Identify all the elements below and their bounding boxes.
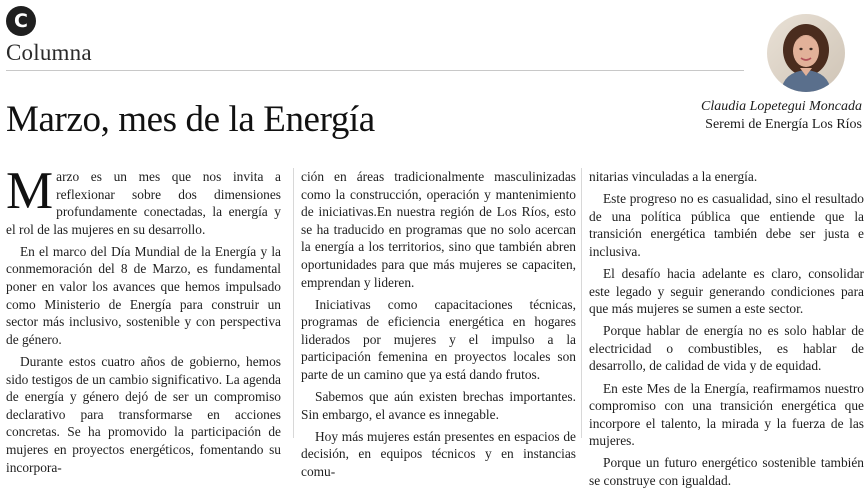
column-divider	[293, 168, 294, 438]
header-divider	[6, 70, 744, 71]
paragraph: Porque hablar de energía no es solo hablar de electricidad o combustibles, es hablar de desarrollo, de calidad de vida y de equidad.	[589, 323, 864, 374]
author-name: Claudia Lopetegui Moncada	[701, 99, 862, 114]
author-role: Seremi de Energía Los Ríos	[705, 117, 862, 132]
paragraph: ción en áreas tradicionalmente masculinizadas como la construcción, operación y mantenimiento de iniciativas.En nuestra región de Los Ríos, esto se ha traducido en programas que no solo acercan la energía a los territorios, sino que también abren oportunidades para que más mujeres se capaciten, emprendan y lideren.	[301, 169, 576, 290]
section-badge: C	[6, 6, 36, 36]
drop-cap: M	[6, 162, 54, 220]
author-portrait-icon	[767, 14, 845, 92]
column-divider	[581, 168, 582, 438]
article-column-1	[6, 162, 281, 481]
paragraph: nitarias vinculadas a la energía.	[589, 169, 758, 184]
article-column-2	[301, 168, 576, 485]
paragraph: En este Mes de la Energía, reafirmamos nuestro compromiso con una transición energética que incorpore el talento, la mirada y la fuerza de las mujeres.	[589, 380, 864, 449]
paragraph-text: arzo es un mes que nos invita a reflexionar sobre dos dimensiones profundamente conectadas, la energía y el rol de las mujeres en su desarrollo.	[6, 169, 281, 237]
paragraph	[6, 162, 281, 238]
article-column-3	[589, 168, 864, 494]
article-headline: Marzo, mes de la Energía	[6, 99, 375, 140]
paragraph: El desafío hacia adelante es claro, consolidar este legado y seguir generando condiciones para que más mujeres se sumen a este sector.	[589, 265, 864, 317]
paragraph: Este progreso no es casualidad, sino el resultado de una política pública que entiende que la transición energética también debe ser justa e inclusiva.	[589, 191, 864, 259]
section-name: Columna	[6, 40, 92, 65]
paragraph: En el marco del Día Mundial de la Energía y la conmemoración del 8 de Marzo, es fundamental poner en valor los avances que hemos impulsado como Ministerio de Energía para construir un sector más inclusivo, sostenible y con perspectiva de género.	[6, 243, 281, 347]
paragraph: Porque un futuro energético sostenible también se construye con igualdad.	[589, 455, 864, 488]
paragraph: Sabemos que aún existen brechas importantes. Sin embargo, el avance es innegable.	[301, 389, 576, 422]
paragraph: Hoy más mujeres están presentes en espacios de decisión, en equipos técnicos y en instancias comu-	[301, 428, 576, 479]
paragraph: Durante estos cuatro años de gobierno, hemos sido testigos de un cambio significativo. La agenda de energía y género dejó de ser un compromiso declarativo para transformarse en acciones concretas. Se ha promovido la participación de mujeres en proyectos energéticos, fomentando su incorpora-	[6, 353, 281, 475]
paragraph: Iniciativas como capacitaciones técnicas, programas de eficiencia energética en hogares liderados por mujeres y el impulso a la participación femenina en proyectos locales son parte de un camino que ya está dando frutos.	[301, 296, 576, 383]
